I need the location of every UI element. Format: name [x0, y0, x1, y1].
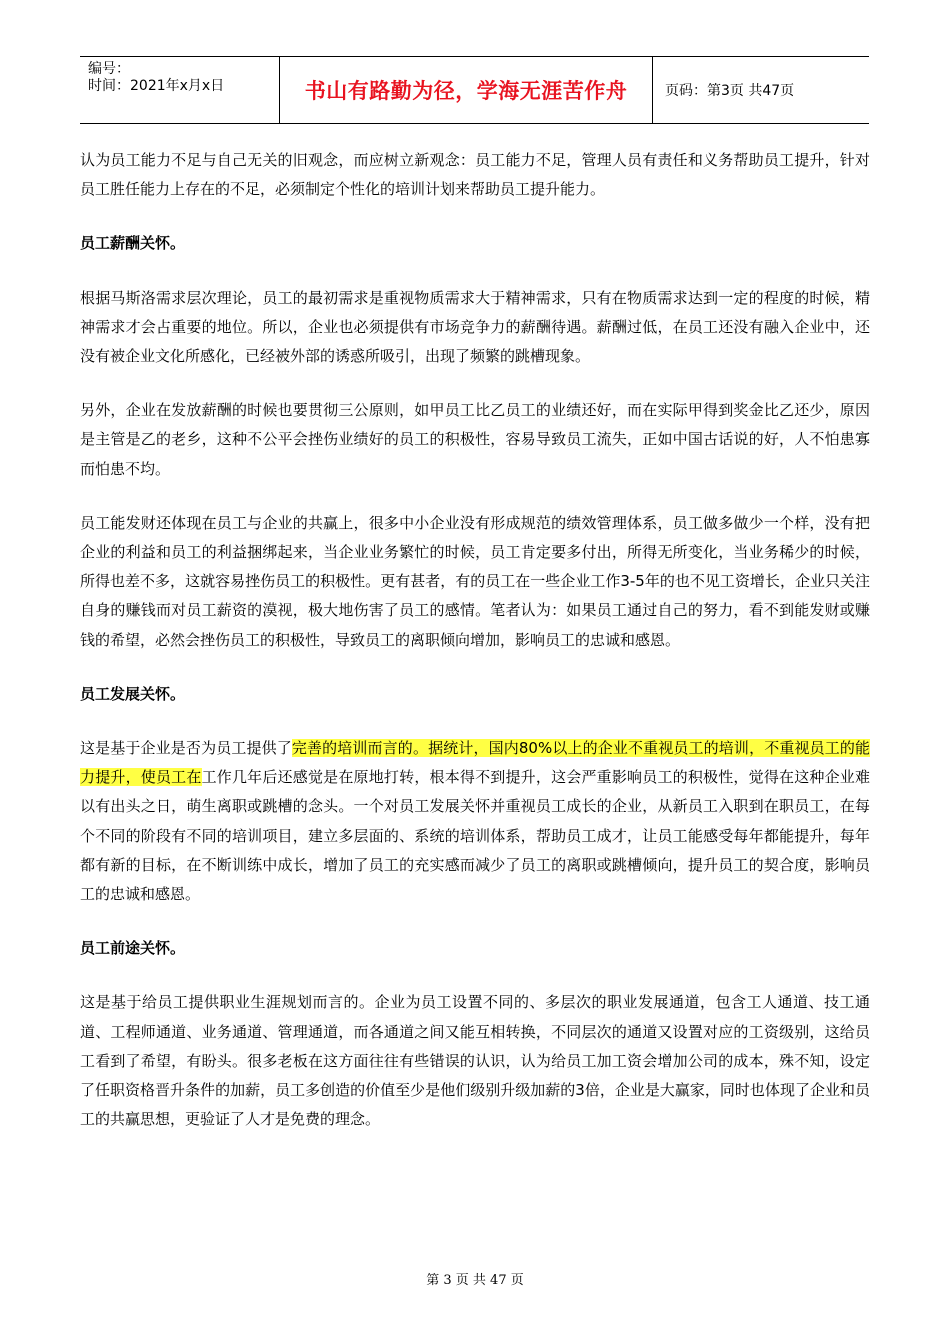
paragraph: 员工能发财还体现在员工与企业的共赢上，很多中小企业没有形成规范的绩效管理体系，员工做多做少一个样，没有把企业的利益和员工的利益捆绑起来，当企业业务繁忙的时候，员工肯定要多付出，所得无所变化，当业务稀少的时候，所得也差不多，这就容易挫伤员工的积极性。更有甚者，有的员工在一些企业工作3-5年的也不见工资增长，企业只关注自身的赚钱而对员工薪资的漠视，极大地伤害了员工的感情。笔者认为：如果员工通过自己的努力，看不到能发财或赚钱的希望，必然会挫伤员工的积极性，导致员工的离职倾向增加，影响员工的忠诚和感恩。 — [80, 513, 870, 649]
header-meta — [80, 57, 280, 123]
paragraph: 另外，企业在发放薪酬的时候也要贯彻三公原则，如甲员工比乙员工的业绩还好，而在实际甲得到奖金比乙还少，原因是主管是乙的老乡，这种不公平会挫伤业绩好的员工的积极性，容易导致员工流失，正如中国古话说的好，人不怕患寡而怕患不均。 — [80, 401, 870, 478]
paragraph-text: 这是基于企业是否为员工提供了 — [80, 739, 292, 758]
page-header — [80, 56, 869, 124]
header-page-info: 页码：第3页 共47页 — [665, 83, 795, 99]
paragraph: 认为员工能力不足与自己无关的旧观念，而应树立新观念：员工能力不足，管理人员有责任和义务帮助员工提升，针对员工胜任能力上存在的不足，必须制定个性化的培训计划来帮助员工提升能力。 — [80, 151, 870, 199]
paragraph: 根据马斯洛需求层次理论，员工的最初需求是重视物质需求大于精神需求，只有在物质需求达到一定的程度的时候，精神需求才会占重要的地位。所以，企业也必须提供有市场竞争力的薪酬待遇。薪酬过低，在员工还没有融入企业中，还没有被企业文化所感化，已经被外部的诱惑所吸引，出现了频繁的跳槽现象。 — [80, 288, 870, 366]
highlighted-text: 完善的培训而言的。据统计，国内80%以上的企业不重视员工的培训，不重视员工的能力提升，使员工在 — [80, 739, 870, 787]
header-motto: 书山有路勤为径，学海无涯苦作舟 — [280, 57, 653, 123]
number-label: 编号： — [88, 61, 130, 77]
time-label: 时间：2021年x月x日 — [88, 78, 225, 94]
paragraph: 这是基于给员工提供职业生涯规划而言的。企业为员工设置不同的、多层次的职业发展通道，包含工人通道、技工通道、工程师通道、业务通道、管理通道，而各通道之间又能互相转换，不同层次的通道又设置对应的工资级别，这给员工看到了希望，有盼头。很多老板在这方面往往有些错误的认识，认为给员工加工资会增加公司的成本，殊不知，设定了任职资格晋升条件的加薪，员工多创造的价值至少是他们级别升级加薪的3倍，企业是大赢家，同时也体现了企业和员工的共赢思想，更验证了人才是免费的理念。 — [80, 993, 870, 1129]
document-body — [80, 146, 870, 1159]
section-heading-salary: 员工薪酬关怀。 — [80, 234, 186, 253]
section-heading-development: 员工发展关怀。 — [80, 684, 186, 703]
section-heading-career: 员工前途关怀。 — [80, 939, 186, 958]
paragraph-text: 工作几年后还感觉是在原地打转，根本得不到提升，这会严重影响员工的积极性，觉得在这种企业难以有出头之日，萌生离职或跳槽的念头。一个对员工发展关怀并重视员工成长的企业，从新员工入职到在职员工，在每个不同的阶段有不同的培训项目，建立多层面的、系统的培训体系，帮助员工成才，让员工能感受每年都能提升，每年都有新的目标，在不断训练中成长，增加了员工的充实感而减少了员工的离职或跳槽倾向，提升员工的契合度，影响员工的忠诚和感恩。 — [80, 768, 870, 904]
page-footer: 第 3 页 共 47 页 — [426, 1273, 524, 1288]
paragraph-with-highlight — [80, 734, 870, 909]
